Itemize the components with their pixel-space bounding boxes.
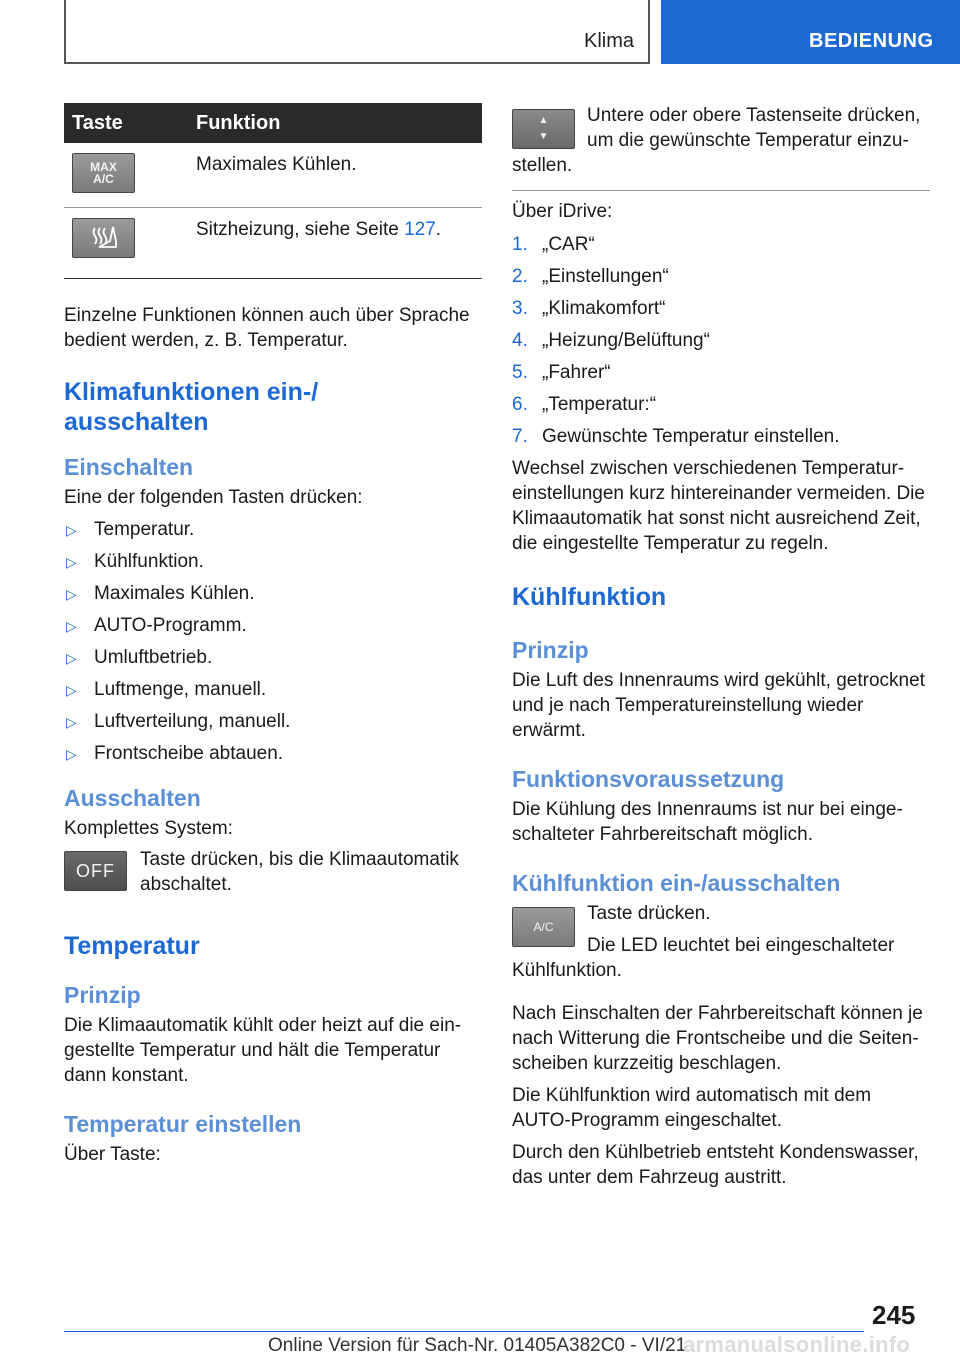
triangle-bullet-icon: ▷ <box>66 522 77 538</box>
off-key-text: Taste drücken, bis die Klimaautomatik abschaltet. <box>140 849 459 895</box>
heading-temperatur-einstellen: Temperatur einstellen <box>64 1111 302 1137</box>
table-header-taste: Taste <box>64 103 184 143</box>
temp-key-block <box>512 103 930 178</box>
einschalten-list <box>64 517 482 766</box>
list-item: ▷ Temperatur. <box>64 517 482 542</box>
list-item: ▷ Frontscheibe abtauen. <box>64 741 482 766</box>
footer-version: Online Version für Sach-Nr. 01405A382C0 - VI/21 <box>268 1335 687 1356</box>
table-row: Sitzheizung, siehe Seite 127. <box>64 208 482 279</box>
temperature-rocker-icon <box>512 109 575 149</box>
triangle-bullet-icon: ▷ <box>66 618 77 634</box>
list-item: 4. „Heizung/Belüftung“ <box>512 330 710 351</box>
triangle-bullet-icon: ▷ <box>66 714 77 730</box>
list-item: 3. „Klimakomfort“ <box>512 298 666 319</box>
triangle-bullet-icon: ▷ <box>66 746 77 762</box>
heading-temperatur: Temperatur <box>64 932 200 960</box>
table-header-row <box>64 103 482 143</box>
arrow-down-icon: ▼ <box>538 131 549 142</box>
left-column <box>64 103 482 1167</box>
wechsel-text: Wechsel zwischen verschiedenen Temperatureinstellungen kurz hintereinander vermeiden. Die Klimaautomatik hat sonst nicht ausreichend Zeit, die eingestellte Temperatur zu regeln. <box>512 458 925 554</box>
off-button-icon: OFF <box>64 851 127 891</box>
list-item: ▷ Luftverteilung, manuell. <box>64 709 482 734</box>
list-item: 6. „Temperatur:“ <box>512 394 657 415</box>
list-item: ▷ Umluftbetrieb. <box>64 645 482 670</box>
arrow-up-icon: ▲ <box>538 115 549 126</box>
voice-intro-text: Einzelne Funktionen können auch über Sprache bedient werden, z. B. Temperatur. <box>64 305 470 351</box>
table-cell-function: Sitzheizung, siehe Seite <box>196 219 405 240</box>
nach-einschalten-text: Nach Einschalten der Fahrbereitschaft können je nach Witterung die Frontscheibe und die Seitenscheiben kurzzeitig beschlagen. <box>512 1003 923 1074</box>
page-link-127[interactable]: 127 <box>404 219 436 240</box>
key-function-table <box>64 103 482 279</box>
idrive-steps <box>512 232 930 449</box>
ac-button-icon: A/C <box>512 907 575 947</box>
voraussetzung-text: Die Kühlung des Innenraums ist nur bei eingeschalteter Fahrbereitschaft möglich. <box>512 799 903 845</box>
heading-klimafunktionen: Klimafunktionen ein-/ ausschalten <box>64 378 319 436</box>
ac-key-text-2: Die LED leuchtet bei eingeschalteter Kühlfunktion. <box>512 935 895 981</box>
ausschalten-intro: Komplettes System: <box>64 818 233 839</box>
kondenswasser-text: Durch den Kühlbetrieb entsteht Kondenswasser, das unter dem Fahrzeug austritt. <box>512 1142 919 1188</box>
watermark-text: armanualsonline.info <box>683 1332 911 1357</box>
list-item: 2. „Einstellungen“ <box>512 266 669 287</box>
list-item: ▷ AUTO-Programm. <box>64 613 482 638</box>
header-section-box <box>64 0 650 64</box>
prinzip-kuehl-text: Die Luft des Innenraums wird gekühlt, getrocknet und je nach Temperatureinstellung wieder erwärmt. <box>512 670 925 741</box>
heading-prinzip-kuehl: Prinzip <box>512 637 589 663</box>
prinzip-temperatur-text: Die Klimaautomatik kühlt oder heizt auf die eingestellte Temperatur und hält die Temperatur dann konstant. <box>64 1015 462 1086</box>
table-header-funktion: Funktion <box>184 103 482 143</box>
heading-funktionsvoraussetzung: Funktionsvoraussetzung <box>512 766 785 792</box>
idrive-intro: Über iDrive: <box>512 201 613 222</box>
heading-einschalten: Einschalten <box>64 454 194 480</box>
temp-key-text: Untere oder obere Tastenseite drücken, um die gewünschte Temperatur einzustellen. <box>512 105 921 176</box>
list-item: 1. „CAR“ <box>512 234 595 255</box>
heading-kuehlfunktion: Kühlfunktion <box>512 583 667 611</box>
ac-key-block <box>512 901 930 983</box>
table-cell-function: Maximales Kühlen. <box>184 143 482 208</box>
header-chapter-tab[interactable] <box>661 0 960 64</box>
triangle-bullet-icon: ▷ <box>66 554 77 570</box>
right-column <box>512 103 930 1190</box>
list-item: 7. Gewünschte Temperatur einstellen. <box>512 426 840 447</box>
page-number: 245 <box>872 1300 916 1330</box>
triangle-bullet-icon: ▷ <box>66 682 77 698</box>
heading-kuehlfunktion-einaus: Kühlfunktion ein-/ausschalten <box>512 870 841 896</box>
list-item: ▷ Maximales Kühlen. <box>64 581 482 606</box>
triangle-bullet-icon: ▷ <box>66 650 77 666</box>
heading-prinzip-temperatur: Prinzip <box>64 982 141 1008</box>
einschalten-intro: Eine der folgenden Tasten drücken: <box>64 487 363 508</box>
header-section-title: Klima <box>583 30 634 52</box>
list-item: 5. „Fahrer“ <box>512 362 611 383</box>
list-item: ▷ Luftmenge, manuell. <box>64 677 482 702</box>
triangle-bullet-icon: ▷ <box>66 586 77 602</box>
page-header <box>0 0 960 66</box>
seat-heating-icon <box>72 218 135 258</box>
off-key-row <box>64 847 482 897</box>
ac-key-text-1: Taste drücken. <box>587 903 711 924</box>
max-ac-button-icon: MAX A/C <box>72 153 135 193</box>
einstellen-text: Über Taste: <box>64 1144 161 1165</box>
table-row <box>64 143 482 208</box>
auto-programm-text: Die Kühlfunktion wird automatisch mit dem AUTO-Programm eingeschaltet. <box>512 1085 872 1131</box>
list-item: ▷ Kühlfunktion. <box>64 549 482 574</box>
header-chapter-title: BEDIENUNG <box>809 30 934 52</box>
heading-ausschalten: Ausschalten <box>64 785 201 811</box>
